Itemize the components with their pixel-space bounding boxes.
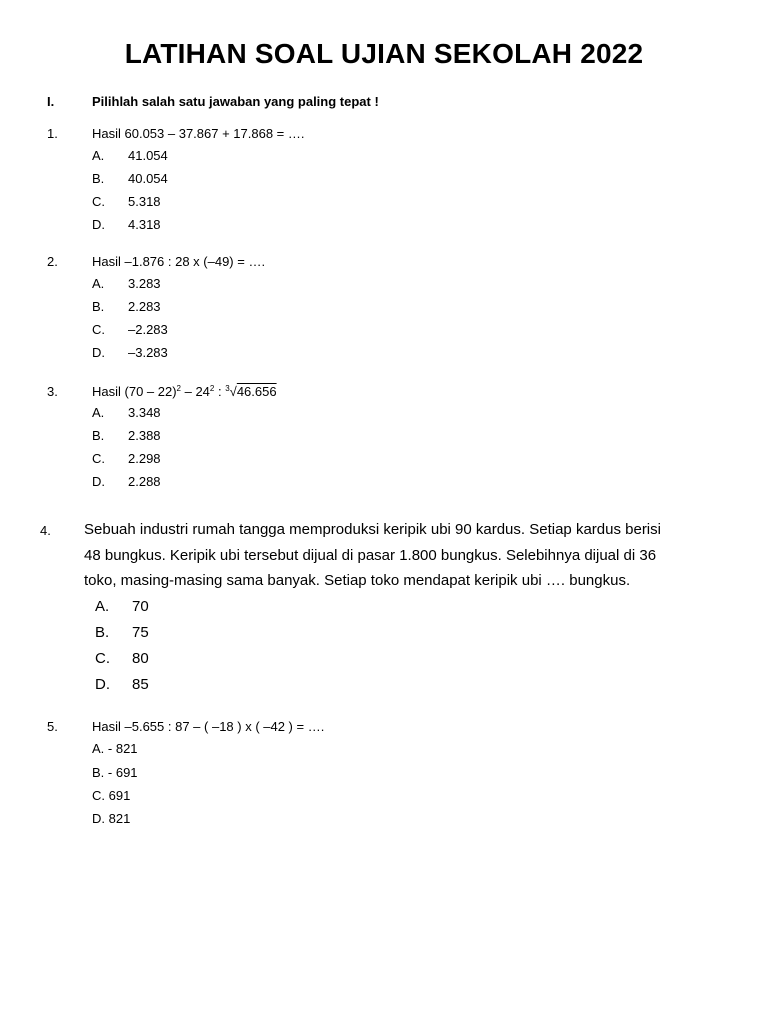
option-value: 4.318 [128,217,161,232]
root-index: 3 [225,384,230,393]
question-number: 5. [47,719,58,734]
option-label: D. 821 [92,811,131,826]
radical-sign: √ [229,384,237,399]
option-letter: C. [95,650,110,667]
option-value: 2.298 [128,451,161,466]
option-value: 2.288 [128,474,161,489]
option-value: 40.054 [128,171,168,186]
option-letter: C. [92,451,105,466]
option-letter: C. [92,194,105,209]
option-label: A. - 821 [92,741,138,756]
question-text: Hasil –1.876 : 28 x (–49) = …. [92,254,266,269]
option-letter: B. [92,428,105,443]
page-title: LATIHAN SOAL UJIAN SEKOLAH 2022 [124,38,644,69]
question-text-line: Sebuah industri rumah tangga memproduksi keripik ubi 90 kardus. Setiap kardus berisi [84,521,661,538]
option-letter: D. [92,474,105,489]
option-label: C. 691 [92,788,131,803]
option-letter: D. [95,676,110,693]
section-number: I. [47,94,55,109]
option-value: 2.283 [128,299,161,314]
option-value: 85 [132,676,149,693]
option-value: 5.318 [128,194,161,209]
question-text: Hasil –5.655 : 87 – ( –18 ) x ( –42 ) = …. [92,719,325,734]
option-value: –2.283 [128,322,168,337]
option-letter: D. [92,345,105,360]
question-text-line: toko, masing-masing sama banyak. Setiap toko mendapat keripik ubi …. bungkus. [84,572,631,589]
option-value: 3.283 [128,276,161,291]
expr-prefix: Hasil (70 – 22) [92,384,177,399]
option-letter: C. [92,322,105,337]
option-value: 3.348 [128,405,161,420]
question-text-line: 48 bungkus. Keripik ubi tersebut dijual di pasar 1.800 bungkus. Selebihnya dijual di 36 [84,547,657,564]
option-label: B. - 691 [92,765,138,780]
option-letter: D. [92,217,105,232]
exponent: 2 [209,384,215,393]
option-letter: A. [92,148,105,163]
exponent: 2 [176,384,181,393]
question-number: 1. [47,126,58,141]
option-letter: A. [92,405,105,420]
option-value: –3.283 [128,345,168,360]
option-letter: B. [92,299,105,314]
option-letter: B. [92,171,105,186]
expr-middle: – 24 [181,384,210,399]
radicand: 46.656 [236,384,277,399]
option-value: 80 [132,650,149,667]
option-letter: A. [92,276,105,291]
question-text [92,384,277,400]
option-value: 70 [132,598,149,615]
option-value: 41.054 [128,148,168,163]
question-number: 4. [40,523,51,538]
section-instruction: Pilihlah salah satu jawaban yang paling tepat ! [92,94,379,109]
question-number: 3. [47,384,58,399]
question-text: Hasil 60.053 – 37.867 + 17.868 = …. [92,126,305,141]
question-number: 2. [47,254,58,269]
option-value: 75 [132,624,149,641]
option-letter: A. [95,598,110,615]
option-letter: B. [95,624,110,641]
option-value: 2.388 [128,428,161,443]
expr-colon: : [214,384,226,399]
